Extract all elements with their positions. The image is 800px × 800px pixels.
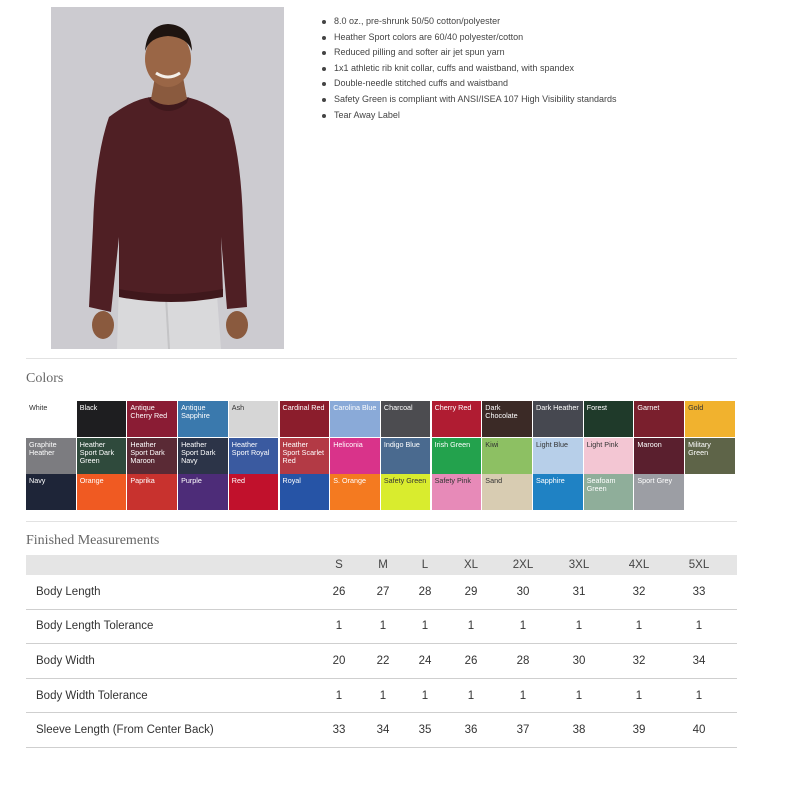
- color-swatch: Heather Sport Dark Green: [77, 438, 127, 474]
- measurement-value: 40: [692, 724, 706, 737]
- table-header-row: [26, 555, 737, 575]
- color-swatch: Red: [229, 474, 279, 510]
- feature-item: Reduced pilling and softer air jet spun yarn: [320, 45, 616, 61]
- size-header: 4XL: [628, 559, 650, 571]
- measurement-value: 35: [418, 724, 432, 737]
- color-swatch-grid: [26, 401, 736, 511]
- measurement-value: 30: [516, 585, 530, 598]
- color-swatch: Orange: [77, 474, 127, 510]
- size-header: M: [378, 559, 388, 571]
- color-swatch: Safety Green: [381, 474, 431, 510]
- divider: [26, 358, 737, 359]
- color-swatch: White: [26, 401, 76, 437]
- color-swatch: Antique Sapphire: [178, 401, 228, 437]
- measurement-value: 24: [418, 654, 432, 667]
- color-swatch: Indigo Blue: [381, 438, 431, 474]
- measurement-value: 1: [335, 689, 343, 702]
- measurement-value: 37: [516, 724, 530, 737]
- measurement-value: 1: [335, 620, 343, 633]
- size-header: 5XL: [688, 559, 710, 571]
- color-swatch: Dark Chocolate: [482, 401, 532, 437]
- measurement-label: Sleeve Length (From Center Back): [36, 724, 214, 737]
- measurement-label: Body Width: [36, 654, 95, 667]
- color-swatch: Light Blue: [533, 438, 583, 474]
- measurement-label: Body Length Tolerance: [36, 620, 154, 633]
- measurement-value: 26: [464, 654, 478, 667]
- measurement-value: 1: [635, 620, 643, 633]
- color-swatch: Military Green: [685, 438, 735, 474]
- color-swatch: Royal: [280, 474, 330, 510]
- measurement-value: 22: [376, 654, 390, 667]
- color-swatch: Gold: [685, 401, 735, 437]
- measurement-value: 20: [332, 654, 346, 667]
- color-swatch: Forest: [584, 401, 634, 437]
- color-swatch: Charcoal: [381, 401, 431, 437]
- color-swatch: Irish Green: [432, 438, 482, 474]
- color-swatch: Antique Cherry Red: [127, 401, 177, 437]
- table-row: [26, 679, 737, 714]
- table-row: [26, 575, 737, 610]
- color-swatch: Maroon: [634, 438, 684, 474]
- table-row: [26, 713, 737, 748]
- measurement-label: Body Width Tolerance: [36, 689, 148, 702]
- measurement-value: 26: [332, 585, 346, 598]
- measurement-value: 1: [519, 620, 527, 633]
- measurement-value: 1: [379, 689, 387, 702]
- size-header: L: [421, 559, 429, 571]
- measurement-value: 1: [635, 689, 643, 702]
- feature-list: [320, 14, 616, 123]
- color-swatch: Paprika: [127, 474, 177, 510]
- measurement-value: 34: [376, 724, 390, 737]
- color-swatch: Garnet: [634, 401, 684, 437]
- color-swatch: Ash: [229, 401, 279, 437]
- color-swatch: Sand: [482, 474, 532, 510]
- measurement-value: 1: [467, 620, 475, 633]
- size-header: XL: [463, 559, 479, 571]
- color-swatch: Purple: [178, 474, 228, 510]
- measurement-value: 1: [695, 620, 703, 633]
- feature-item: Safety Green is compliant with ANSI/ISEA 107 High Visibility standards: [320, 92, 616, 108]
- color-swatch: Heather Sport Royal: [229, 438, 279, 474]
- color-swatch: Heather Sport Scarlet Red: [280, 438, 330, 474]
- color-swatch: Black: [77, 401, 127, 437]
- measurement-value: 28: [516, 654, 530, 667]
- measurement-value: 32: [632, 585, 646, 598]
- measurement-value: 32: [632, 654, 646, 667]
- product-photo: [51, 7, 284, 349]
- measurement-label: Body Length: [36, 585, 101, 598]
- feature-item: Tear Away Label: [320, 108, 616, 124]
- measurement-value: 36: [464, 724, 478, 737]
- color-swatch: Heather Sport Dark Maroon: [127, 438, 177, 474]
- size-header: 3XL: [568, 559, 590, 571]
- color-swatch: Dark Heather: [533, 401, 583, 437]
- measurement-value: 28: [418, 585, 432, 598]
- color-swatch: Heather Sport Dark Navy: [178, 438, 228, 474]
- color-swatch: Kiwi: [482, 438, 532, 474]
- measurement-value: 39: [632, 724, 646, 737]
- color-swatch: Heliconia: [330, 438, 380, 474]
- measurement-value: 1: [421, 620, 429, 633]
- measurement-value: 1: [379, 620, 387, 633]
- color-swatch: S. Orange: [330, 474, 380, 510]
- measurement-value: 30: [572, 654, 586, 667]
- size-header: 2XL: [512, 559, 534, 571]
- measurement-value: 1: [467, 689, 475, 702]
- color-swatch: Safety Pink: [432, 474, 482, 510]
- color-swatch: Sport Grey: [634, 474, 684, 510]
- feature-item: Double-needle stitched cuffs and waistband: [320, 76, 616, 92]
- feature-item: 8.0 oz., pre-shrunk 50/50 cotton/polyester: [320, 14, 616, 30]
- colors-heading: Colors: [26, 371, 64, 386]
- divider: [26, 521, 737, 522]
- size-header: S: [335, 559, 343, 571]
- measurement-value: 33: [332, 724, 346, 737]
- measurement-value: 38: [572, 724, 586, 737]
- measurement-value: 31: [572, 585, 586, 598]
- table-row: [26, 610, 737, 645]
- color-swatch: Sapphire: [533, 474, 583, 510]
- feature-item: 1x1 athletic rib knit collar, cuffs and waistband, with spandex: [320, 61, 616, 77]
- measurements-heading: Finished Measurements: [26, 533, 160, 548]
- measurement-value: 1: [519, 689, 527, 702]
- feature-item: Heather Sport colors are 60/40 polyester/cotton: [320, 30, 616, 46]
- measurement-value: 34: [692, 654, 706, 667]
- measurement-value: 29: [464, 585, 478, 598]
- color-swatch: Light Pink: [584, 438, 634, 474]
- color-swatch: Cardinal Red: [280, 401, 330, 437]
- measurement-value: 1: [575, 620, 583, 633]
- table-row: [26, 644, 737, 679]
- measurement-value: 27: [376, 585, 390, 598]
- measurement-value: 1: [575, 689, 583, 702]
- color-swatch: Cherry Red: [432, 401, 482, 437]
- color-swatch: Navy: [26, 474, 76, 510]
- color-swatch: Carolina Blue: [330, 401, 380, 437]
- color-swatch: Graphite Heather: [26, 438, 76, 474]
- measurement-value: 1: [695, 689, 703, 702]
- color-swatch: Seafoam Green: [584, 474, 634, 510]
- measurement-value: 33: [692, 585, 706, 598]
- measurement-value: 1: [421, 689, 429, 702]
- measurements-table: [26, 555, 737, 748]
